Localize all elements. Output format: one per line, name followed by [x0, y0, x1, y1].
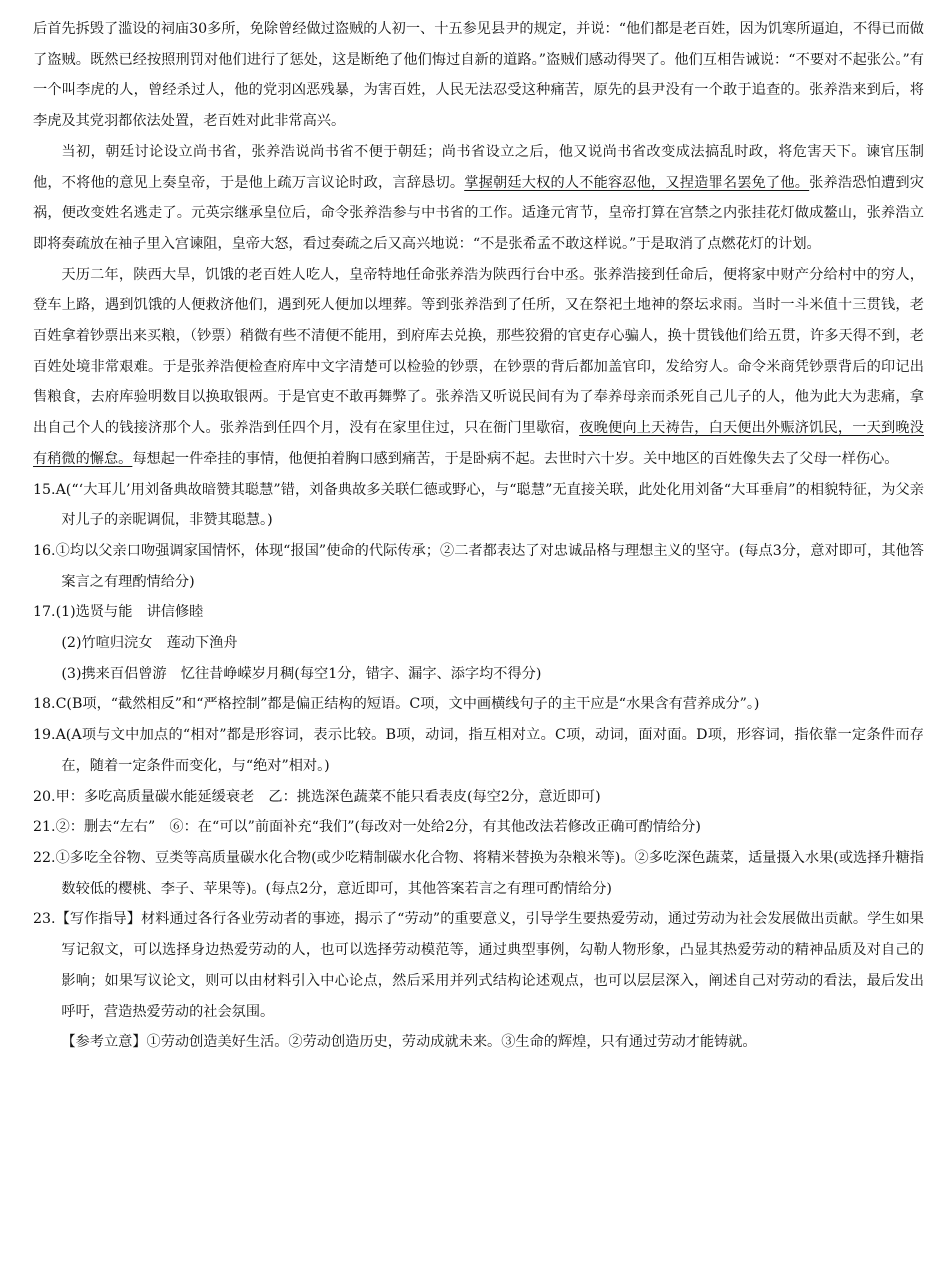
passage-p3-text-after: 每想起一件牵挂的事情，他便拍着胸口感到痛苦，于是卧病不起。去世时六十岁。关中地区的百姓像失去了父母一样伤心。 — [132, 450, 899, 467]
passage-p2-underlined-sentence: 掌握朝廷大权的人不能容忍他，又捏造罪名罢免了他。 — [464, 174, 810, 191]
passage-p1-text: 后首先拆毁了滥设的祠庙30多所，免除曾经做过盗贼的人初一、十五参见县尹的规定，并说：“他们都是老百姓，因为饥寒所逼迫，不得已而做了盗贼。既然已经按照刑罚对他们进行了惩处，这是断绝了他们悔过自新的道路。”盗贼们感动得哭了。他们互相告诫说：“不要对不起张公。”有一个叫李虎的人，曾经杀过人，他的党羽凶恶残暴，为害百姓，人民无法忍受这种痛苦，原先的县尹没有一个敢于追查的。张养浩来到后，将李虎及其党羽都依法处置，老百姓对此非常高兴。 — [33, 21, 924, 130]
answer-23-writing-guide: 23.【写作指导】材料通过各行各业劳动者的事迹，揭示了“劳动”的重要意义，引导学生要热爱劳动，通过劳动为社会发展做出贡献。学生如果写记叙文，可以选择身边热爱劳动的人，也可以选择劳动模范等，通过典型事例，勾勒人物形象，凸显其热爱劳动的精神品质及对自己的影响；如果写议论文，则可以由材料引入中心论点，然后采用并列式结构论述观点，也可以层层深入，阐述自己对劳动的看法，最后发出呼吁，营造热爱劳动的社会氛围。 — [33, 911, 924, 1020]
answer-17-part-3: (3)携来百侣曾游 忆往昔峥嵘岁月稠(每空1分，错字、漏字、添字均不得分) — [61, 665, 542, 682]
answer-20: 20.甲：多吃高质量碳水能延缓衰老 乙：挑选深色蔬菜不能只看表皮(每空2分，意近即可) — [33, 788, 601, 805]
passage-p2-text-after: 张养浩恐怕遭到灾祸，便改变姓名逃走了。元英宗继承皇位后，命令张养浩参与中书省的工作。适逢元宵节，皇帝打算在宫禁之内张挂花灯做成鳌山，张养浩立即将奏疏放在袖子里入宫谏阻，皇帝大怒，看过奏疏之后又高兴地说：“不是张希孟不敢这样说。”于是取消了点燃花灯的计划。 — [33, 174, 924, 252]
passage-paragraph-2 — [33, 137, 924, 260]
passage-p2-text-before: 当初，朝廷讨论设立尚书省，张养浩说尚书省不便于朝廷；尚书省设立之后，他又说尚书省改变成法搞乱时政，将危害天下。谏官压制他，不将他的意见上奏皇帝，于是他上疏万言议论时政，言辞恳切。 — [33, 143, 924, 191]
answer-22: 22.①多吃全谷物、豆类等高质量碳水化合物(或少吃精制碳水化合物、将精米替换为杂粮米等)。②多吃深色蔬菜，适量摄入水果(或选择升糖指数较低的樱桃、李子、苹果等)。(每点2分，意近即可，其他答案若言之有理可酌情给分) — [33, 849, 924, 897]
passage-paragraph-3 — [33, 260, 924, 475]
answer-15: 15.A(“‘大耳儿’用刘备典故暗赞其聪慧”错，刘备典故多关联仁德或野心，与“聪慧”无直接关联，此处化用刘备“大耳垂肩”的相貌特征，为父亲对儿子的亲昵调侃，非赞其聪慧。) — [33, 481, 924, 529]
answer-21: 21.②：删去“左右” ⑥：在“可以”前面补充“我们”(每改对一处给2分，有其他改法若修改正确可酌情给分) — [33, 819, 701, 836]
answer-16: 16.①均以父亲口吻强调家国情怀，体现“报国”使命的代际传承；②二者都表达了对忠诚品格与理想主义的坚守。(每点3分，意对即可，其他答案言之有理酌情给分) — [33, 542, 924, 590]
passage-p3-underlined-sentence: 夜晚便向上天祷告，白天便出外赈济饥民，一天到晚没有稍微的懈怠。 — [33, 420, 924, 467]
passage-p3-text-before: 天历二年，陕西大旱，饥饿的老百姓人吃人，皇帝特地任命张养浩为陕西行台中丞。张养浩接到任命后，便将家中财产分给村中的穷人，登车上路，遇到饥饿的人便救济他们，遇到死人便加以埋葬。等到张养浩到了任所，又在祭祀土地神的祭坛求雨。当时一斗米值十三贯钱，老百姓拿着钞票出来买粮，（钞票）稍微有些不清便不能用，到府库去兑换，那些狡猾的官吏存心骗人，换十贯钱他们给五贯，许多天得不到，老百姓处境非常艰难。于是张养浩便检查府库中文字清楚可以检验的钞票，在钞票的背后都加盖官印，发给穷人。命令米商凭钞票背后的印记出售粮食，去府库验明数目以换取银两。于是官吏不敢再舞弊了。张养浩又听说民间有为了奉养母亲而杀死自己儿子的人，他为此大为悲痛，拿出自己个人的钱接济那个人。张养浩到任四个月，没有在家里住过，只在衙门里歇宿， — [33, 266, 924, 437]
answer-23-reference-ideas: 【参考立意】①劳动创造美好生活。②劳动创造历史，劳动成就未来。③生命的辉煌，只有通过劳动才能铸就。 — [61, 1034, 757, 1051]
answer-17-part-1: 17.(1)选贤与能 讲信修睦 — [33, 604, 204, 621]
passage-paragraph-1 — [33, 14, 924, 137]
answer-17-part-2: (2)竹喧归浣女 莲动下渔舟 — [61, 635, 238, 652]
answer-19: 19.A(A项与文中加点的“相对”都是形容词，表示比较。B项，动词，指互相对立。C项，动词，面对面。D项，形容词，指依靠一定条件而存在，随着一定条件而变化，与“绝对”相对。) — [33, 727, 924, 774]
answer-18: 18.C(B项，“截然相反”和“严格控制”都是偏正结构的短语。C项，文中画横线句子的主干应是“水果含有营养成分”。) — [33, 696, 760, 713]
